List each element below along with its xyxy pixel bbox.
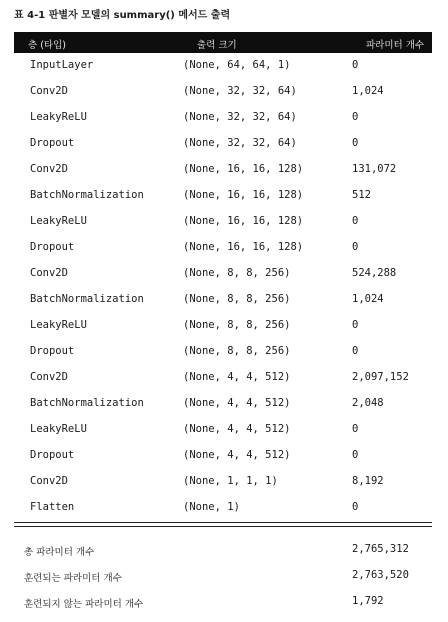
param-count: 0	[352, 501, 359, 513]
output-shape: (None, 4, 4, 512)	[183, 449, 291, 461]
output-shape: (None, 4, 4, 512)	[183, 423, 291, 435]
layer-name: BatchNormalization	[30, 397, 144, 409]
table-row	[0, 365, 448, 391]
layer-name: BatchNormalization	[30, 293, 144, 305]
layer-name: InputLayer	[30, 59, 94, 71]
output-shape: (None, 8, 8, 256)	[183, 319, 291, 331]
table-header	[14, 32, 432, 53]
layer-name: LeakyReLU	[30, 319, 87, 331]
table-row	[0, 53, 448, 79]
param-count: 0	[352, 423, 359, 435]
summary-label: 훈련되지 않는 파라미터 개수	[24, 599, 144, 610]
output-shape: (None, 8, 8, 256)	[183, 293, 291, 305]
layer-name: Conv2D	[30, 85, 68, 97]
layer-name: Conv2D	[30, 163, 68, 175]
output-shape: (None, 32, 32, 64)	[183, 111, 297, 123]
table-row	[0, 209, 448, 235]
summary-non-trainable-params	[0, 590, 448, 616]
output-shape: (None, 32, 32, 64)	[183, 85, 297, 97]
summary-label: 훈련되는 파라미터 개수	[24, 573, 122, 584]
output-shape: (None, 8, 8, 256)	[183, 345, 291, 357]
output-shape: (None, 1)	[183, 501, 240, 513]
summary-value: 1,792	[352, 595, 384, 607]
param-count: 0	[352, 449, 359, 461]
layer-name: Dropout	[30, 137, 75, 149]
table-row	[0, 261, 448, 287]
param-count: 0	[352, 319, 359, 331]
table-row	[0, 339, 448, 365]
table-row	[0, 157, 448, 183]
table-row	[0, 495, 448, 521]
table-row	[0, 79, 448, 105]
output-shape: (None, 16, 16, 128)	[183, 163, 304, 175]
summary-value: 2,765,312	[352, 543, 409, 555]
table-row	[0, 105, 448, 131]
layer-name: LeakyReLU	[30, 111, 87, 123]
table-divider-top	[14, 522, 432, 523]
table-row	[0, 443, 448, 469]
layer-name: BatchNormalization	[30, 189, 144, 201]
param-count: 512	[352, 189, 371, 201]
summary-total-params	[0, 538, 448, 564]
output-shape: (None, 4, 4, 512)	[183, 397, 291, 409]
output-shape: (None, 1, 1, 1)	[183, 475, 278, 487]
param-count: 0	[352, 215, 359, 227]
param-count: 0	[352, 137, 359, 149]
header-output-shape: 출력 크기	[197, 40, 237, 51]
output-shape: (None, 4, 4, 512)	[183, 371, 291, 383]
param-count: 0	[352, 111, 359, 123]
summary-value: 2,763,520	[352, 569, 409, 581]
layer-name: Conv2D	[30, 267, 68, 279]
layer-name: Dropout	[30, 345, 75, 357]
layer-name: Conv2D	[30, 371, 68, 383]
layer-name: LeakyReLU	[30, 423, 87, 435]
param-count: 2,097,152	[352, 371, 409, 383]
table-row	[0, 417, 448, 443]
output-shape: (None, 16, 16, 128)	[183, 189, 304, 201]
header-layer-type: 층 (타입)	[28, 40, 66, 51]
table-row	[0, 313, 448, 339]
param-count: 1,024	[352, 85, 384, 97]
table-row	[0, 131, 448, 157]
layer-name: Flatten	[30, 501, 75, 513]
table-divider-bottom	[14, 526, 432, 527]
table-row	[0, 183, 448, 209]
param-count: 0	[352, 241, 359, 253]
summary-trainable-params	[0, 564, 448, 590]
param-count: 131,072	[352, 163, 397, 175]
param-count: 524,288	[352, 267, 397, 279]
summary-label: 총 파라미터 개수	[24, 547, 95, 558]
table-row	[0, 469, 448, 495]
output-shape: (None, 64, 64, 1)	[183, 59, 291, 71]
layer-name: Dropout	[30, 449, 75, 461]
output-shape: (None, 32, 32, 64)	[183, 137, 297, 149]
output-shape: (None, 16, 16, 128)	[183, 215, 304, 227]
param-count: 1,024	[352, 293, 384, 305]
table-caption: 표 4-1 판별자 모델의 summary() 메서드 출력	[14, 10, 231, 21]
param-count: 8,192	[352, 475, 384, 487]
layer-name: Dropout	[30, 241, 75, 253]
param-count: 0	[352, 345, 359, 357]
layer-name: Conv2D	[30, 475, 68, 487]
table-row	[0, 287, 448, 313]
output-shape: (None, 16, 16, 128)	[183, 241, 304, 253]
table-row	[0, 391, 448, 417]
layer-name: LeakyReLU	[30, 215, 87, 227]
param-count: 0	[352, 59, 359, 71]
header-param-count: 파라미터 개수	[366, 40, 425, 51]
table-row	[0, 235, 448, 261]
param-count: 2,048	[352, 397, 384, 409]
output-shape: (None, 8, 8, 256)	[183, 267, 291, 279]
